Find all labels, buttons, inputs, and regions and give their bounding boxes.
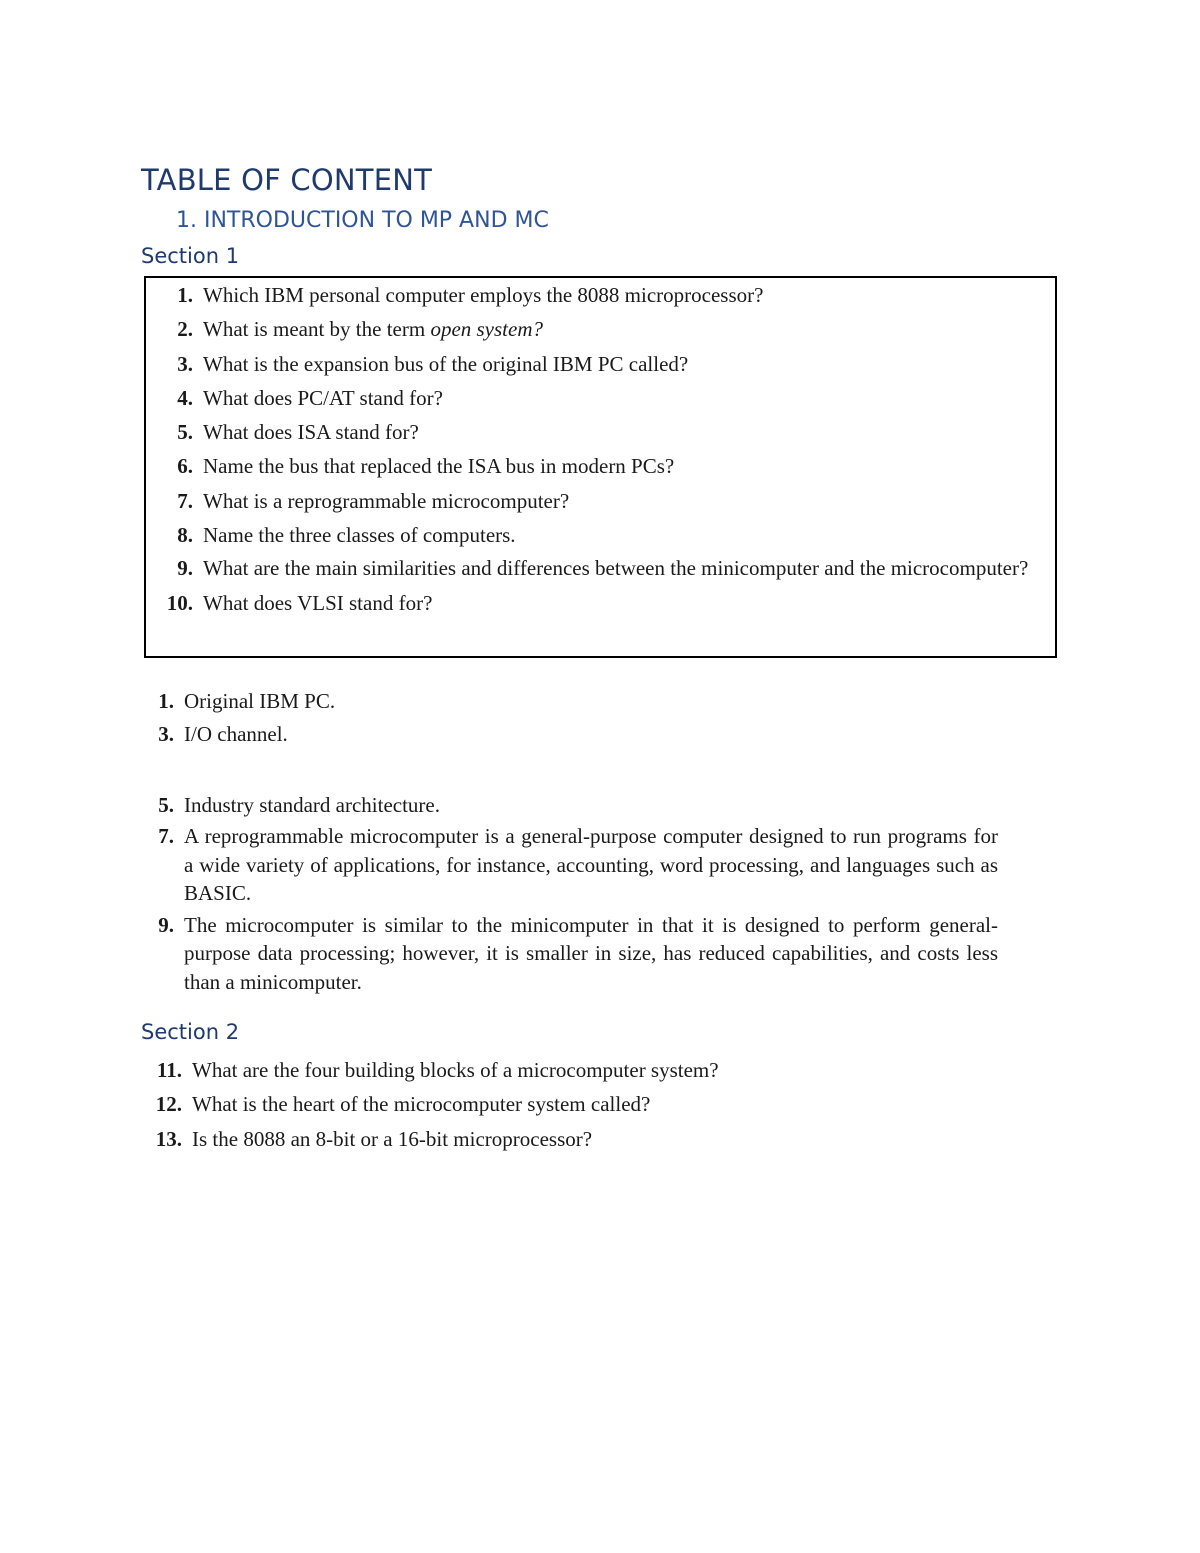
question-item: 9. What are the main similarities and differences between the minicomputer and the microcomputer?	[177, 556, 1029, 581]
section-2-question-list	[150, 1053, 1020, 1156]
answer-item: 9. The microcomputer is similar to the minicomputer in that it is designed to perform general-purpose data processing; however, it is smaller in size, has reduced capabilities, and costs less than a minicomputer.	[158, 912, 998, 994]
answer-item: 7. A reprogrammable microcomputer is a general-purpose computer designed to run programs for a wide variety of applications, for instance, accounting, word processing, and languages such as BASIC.	[158, 824, 998, 906]
section-1-heading: Section 1	[141, 244, 240, 268]
question-item: 10. What does VLSI stand for?	[166, 591, 433, 616]
answer-item: 5. Industry standard architecture.	[158, 793, 440, 817]
question-item: 13. Is the 8088 an 8-bit or a 16-bit microprocessor?	[155, 1126, 593, 1151]
section-1-question-list	[160, 278, 1050, 621]
section-2-heading: Section 2	[141, 1020, 240, 1044]
answer-list-a	[150, 685, 998, 751]
question-item: 4. What does PC/AT stand for?	[177, 385, 443, 410]
answer-item: 1. Original IBM PC.	[158, 689, 336, 713]
question-item: 3. What is the expansion bus of the original IBM PC called?	[177, 351, 689, 376]
question-item: 7. What is a reprogrammable microcomputer?	[177, 488, 570, 513]
question-item: 12. What is the heart of the microcomputer system called?	[155, 1092, 651, 1117]
question-item: 5. What does ISA stand for?	[177, 420, 419, 445]
question-item: 8. Name the three classes of computers.	[177, 523, 516, 548]
question-item: 2. What is meant by the term open system?	[177, 317, 543, 342]
question-item: 11. What are the four building blocks of a microcomputer system?	[156, 1058, 719, 1082]
answer-item: 3. I/O channel.	[158, 722, 288, 746]
question-item: 1. Which IBM personal computer employs the 8088 microprocessor?	[177, 283, 764, 307]
answer-list-b	[150, 789, 998, 1000]
question-item: 6. Name the bus that replaced the ISA bus in modern PCs?	[177, 454, 675, 479]
document-title: TABLE OF CONTENT	[141, 163, 433, 197]
chapter-heading: 1. INTRODUCTION TO MP AND MC	[176, 208, 549, 233]
